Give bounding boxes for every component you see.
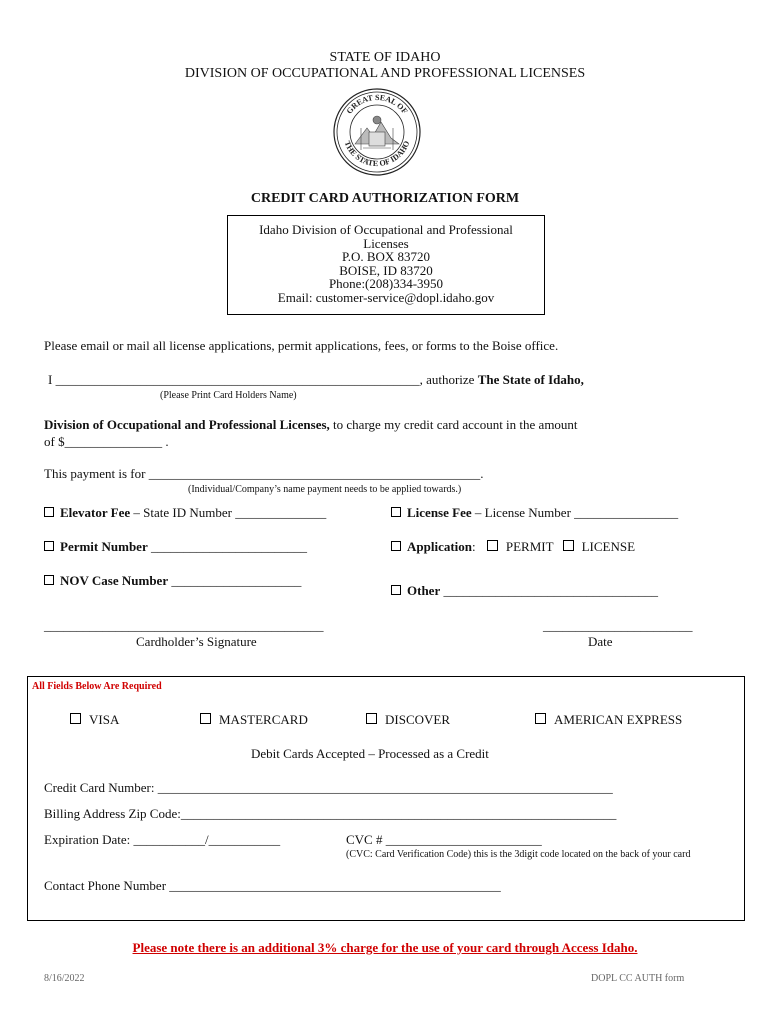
- expiration-field[interactable]: Expiration Date: ___________/___________: [44, 832, 281, 847]
- application-label: Application: [407, 539, 473, 554]
- application-option[interactable]: [391, 539, 635, 555]
- mastercard-label: MASTERCARD: [219, 712, 308, 727]
- charge-text: to charge my credit card account in the amount: [329, 417, 578, 432]
- card-option-mastercard[interactable]: [200, 712, 308, 728]
- application-license-checkbox[interactable]: [563, 540, 574, 551]
- address-box: [227, 215, 545, 315]
- cvc-hint: (CVC: Card Verification Code) this is the 3digit code located on the back of your card: [346, 849, 691, 860]
- signature-label: Cardholder’s Signature: [136, 634, 257, 649]
- application-permit-label: PERMIT: [505, 539, 554, 554]
- required-note: All Fields Below Are Required: [32, 681, 162, 692]
- date-field[interactable]: _______________________: [543, 618, 693, 633]
- instructions-text: Please email or mail all license applications, permit applications, fees, or forms to the Boise office.: [44, 338, 559, 353]
- division-bold-text: Division of Occupational and Professional Licenses,: [44, 417, 330, 432]
- other-option[interactable]: [391, 583, 658, 599]
- nov-case-option[interactable]: [44, 573, 301, 589]
- nov-label: NOV Case Number: [60, 573, 169, 588]
- other-label: Other: [407, 583, 441, 598]
- state-id-field[interactable]: – State ID Number ______________: [130, 505, 327, 520]
- license-checkbox[interactable]: [391, 507, 401, 517]
- permit-number-field[interactable]: ________________________: [147, 539, 307, 554]
- address-line: P.O. BOX 83720: [341, 249, 431, 265]
- state-of-idaho-text: The State of Idaho,: [477, 372, 584, 387]
- amount-field[interactable]: of $_______________ .: [44, 434, 169, 449]
- nov-checkbox[interactable]: [44, 575, 54, 585]
- discover-checkbox[interactable]: [366, 713, 377, 724]
- card-option-visa[interactable]: [70, 712, 119, 728]
- debit-note: Debit Cards Accepted – Processed as a Credit: [251, 746, 489, 761]
- permit-number-option[interactable]: [44, 539, 307, 555]
- charge-line: [44, 417, 578, 433]
- state-seal: [333, 88, 421, 176]
- name-hint: (Please Print Card Holders Name): [160, 390, 297, 401]
- address-email: Email: customer-service@dopl.idaho.gov: [277, 289, 495, 305]
- cvc-field[interactable]: CVC # ________________________: [346, 832, 542, 847]
- nov-number-field[interactable]: ____________________: [168, 573, 302, 588]
- application-checkbox[interactable]: [391, 541, 401, 551]
- address-line: Licenses: [363, 235, 409, 251]
- authorization-line: [48, 372, 584, 388]
- date-label: Date: [588, 634, 613, 649]
- permit-checkbox[interactable]: [44, 541, 54, 551]
- elevator-fee-option[interactable]: [44, 505, 326, 521]
- other-field[interactable]: _________________________________: [440, 583, 658, 598]
- seal-icon: [333, 88, 421, 176]
- form-title: CREDIT CARD AUTHORIZATION FORM: [250, 191, 520, 206]
- amex-checkbox[interactable]: [535, 713, 546, 724]
- seal-top-text: GREAT SEAL OF: [344, 92, 410, 116]
- visa-checkbox[interactable]: [70, 713, 81, 724]
- elevator-checkbox[interactable]: [44, 507, 54, 517]
- application-colon: :: [472, 539, 476, 554]
- seal-bottom-text: THE STATE OF IDAHO: [342, 139, 412, 169]
- zip-code-field[interactable]: Billing Address Zip Code:___________________________________________________________________: [44, 806, 617, 821]
- cardholder-name-field[interactable]: I ________________________________________________________, authorize: [48, 372, 478, 387]
- amex-label: AMERICAN EXPRESS: [554, 712, 683, 727]
- footer-form-id: DOPL CC AUTH form: [591, 973, 685, 984]
- card-option-discover[interactable]: [366, 712, 450, 728]
- license-number-field[interactable]: – License Number ________________: [471, 505, 679, 520]
- payment-for-field[interactable]: This payment is for ___________________________________________________.: [44, 466, 484, 481]
- elevator-label: Elevator Fee: [60, 505, 131, 520]
- contact-phone-field[interactable]: Contact Phone Number ___________________________________________________: [44, 878, 501, 893]
- application-license-label: LICENSE: [581, 539, 636, 554]
- division-heading: DIVISION OF OCCUPATIONAL AND PROFESSIONAL LICENSES: [184, 66, 586, 81]
- state-heading: STATE OF IDAHO: [329, 50, 441, 65]
- discover-label: DISCOVER: [385, 712, 451, 727]
- card-number-field[interactable]: Credit Card Number: ______________________________________________________________________: [44, 780, 613, 795]
- other-checkbox[interactable]: [391, 585, 401, 595]
- address-line: Idaho Division of Occupational and Professional: [259, 222, 513, 237]
- application-permit-checkbox[interactable]: [487, 540, 498, 551]
- permit-label: Permit Number: [60, 539, 148, 554]
- payment-hint: (Individual/Company’s name payment needs to be applied towards.): [188, 484, 462, 495]
- mastercard-checkbox[interactable]: [200, 713, 211, 724]
- signature-field[interactable]: ___________________________________________: [44, 618, 324, 633]
- license-fee-option[interactable]: [391, 505, 678, 521]
- footer-date: 8/16/2022: [44, 973, 85, 984]
- address-line: Phone:(208)334-3950: [328, 276, 444, 292]
- address-line: BOISE, ID 83720: [339, 262, 433, 278]
- svg-text:GREAT SEAL OF: [345, 93, 410, 116]
- license-label: License Fee: [407, 505, 472, 520]
- surcharge-note: Please note there is an additional 3% charge for the use of your card through Access Idaho.: [132, 940, 638, 955]
- visa-label: VISA: [89, 712, 120, 727]
- card-option-amex[interactable]: [535, 712, 682, 728]
